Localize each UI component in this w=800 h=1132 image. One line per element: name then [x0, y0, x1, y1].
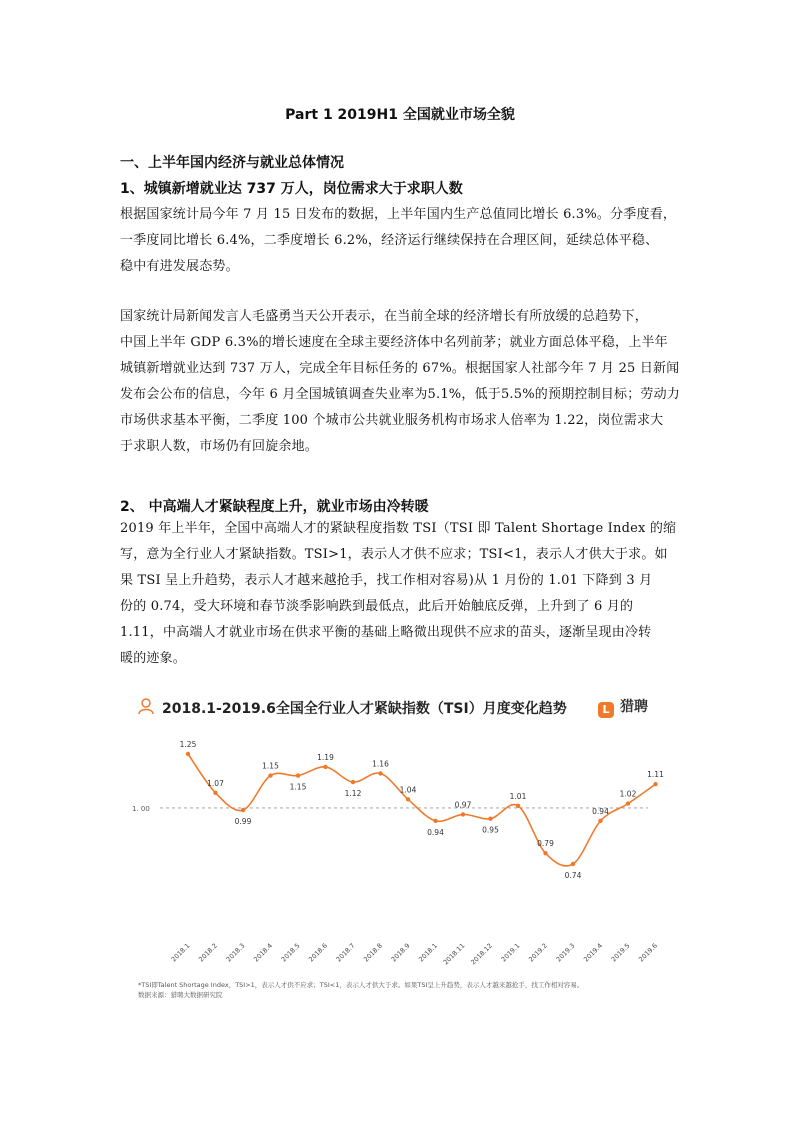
x-tick-label: 2018.7 — [334, 941, 357, 964]
data-label: 1.12 — [344, 789, 362, 799]
x-tick-label: 2018.2 — [197, 941, 219, 964]
x-tick-label: 2018.5 — [279, 941, 302, 964]
chart-footnote: *TSI即Talent Shortage Index，TSI>1，表示人才供不应求；TSI<1，表示人才供大于求。如果TSI呈上升趋势，表示人才越来越抢手，找工作相对容易。 — [138, 981, 584, 989]
data-label: 1.04 — [399, 785, 417, 795]
data-label: 0.74 — [564, 871, 582, 880]
data-point — [213, 791, 217, 795]
data-label: 0.97 — [454, 800, 472, 810]
x-tick-label: 2019.4 — [582, 941, 604, 964]
data-point — [516, 804, 520, 808]
x-tick-label: 2019.2 — [527, 941, 549, 964]
data-label: 1.25 — [179, 740, 197, 749]
paragraph-line: 暖的迹象。 — [120, 651, 187, 666]
brand-mark-icon: L — [598, 702, 614, 718]
data-label: 0.99 — [234, 817, 252, 827]
paragraph-line: 市场供求基本平衡，二季度 100 个城市公共就业服务机构市场求人倍率为 1.22，岗位需求大 — [120, 413, 664, 428]
subsection-heading-1: 1、城镇新增就业达 737 万人，岗位需求大于求职人数 — [120, 181, 463, 197]
line-chart — [124, 724, 684, 994]
paragraph-line: 份的 0.74，受大环境和春节淡季影响跌到最低点，此后开始触底反弹，上升到了 6 月的 — [120, 599, 634, 614]
data-label: 1.15 — [262, 761, 279, 771]
x-tick-label: 2019.3 — [554, 941, 577, 964]
data-point — [378, 771, 382, 775]
data-label: 1.11 — [647, 770, 664, 780]
data-point — [626, 801, 630, 805]
paragraph-line: 1.11，中高端人才就业市场在供求平衡的基础上略微出现供不应求的苗头，逐渐呈现由冷转 — [120, 625, 652, 640]
data-point — [241, 808, 245, 812]
paragraph-line: 城镇新增就业达到 737 万人，完成全年目标任务的 67%。根据国家人社部今年 7 月 25 日新闻 — [120, 361, 680, 376]
data-label: 0.94 — [427, 827, 444, 837]
data-label: 1.02 — [619, 789, 637, 799]
data-label: 1.19 — [317, 752, 334, 762]
data-point — [351, 780, 355, 784]
person-badge-icon — [136, 696, 156, 716]
data-point — [433, 819, 437, 823]
paragraph-line: 果 TSI 呈上升趋势，表示人才越来越抢手，找工作相对容易)从 1 月份的 1.01 下降到 3 月 — [120, 573, 653, 588]
data-point — [406, 797, 410, 801]
data-point — [461, 812, 465, 816]
x-tick-label: 2018.11 — [441, 941, 467, 967]
data-point — [598, 819, 602, 823]
section-heading: 一、上半年国内经济与就业总体情况 — [120, 155, 344, 171]
data-label: 1.01 — [509, 791, 527, 801]
data-point — [323, 765, 327, 769]
x-tick-label: 2018.6 — [307, 941, 329, 964]
data-label: 0.79 — [537, 839, 554, 849]
data-point — [543, 851, 547, 855]
paragraph-line: 国家统计局新闻发言人毛盛勇当天公开表示，在当前全球的经济增长有所放缓的总趋势下， — [120, 309, 649, 324]
x-tick-label: 2019.1 — [499, 941, 522, 964]
x-tick-label: 2018.4 — [252, 941, 274, 964]
data-point — [653, 782, 657, 786]
x-tick-label: 2018.1 — [169, 941, 192, 964]
x-tick-label: 2018.8 — [362, 941, 384, 964]
paragraph-line: 于求职人数，市场仍有回旋余地。 — [120, 439, 319, 454]
data-point — [488, 817, 492, 821]
data-point — [571, 862, 575, 866]
paragraph-line: 写，意为全行业人才紧缺指数。TSI>1，表示人才供不应求；TSI<1，表示人才供大于求。如 — [120, 547, 668, 562]
data-label: 1.15 — [289, 782, 307, 792]
x-tick-label: 2018.3 — [224, 941, 247, 964]
x-tick-label: 2018.9 — [389, 941, 412, 964]
data-label: 1.16 — [372, 759, 389, 769]
subsection-heading-2: 2、 中高端人才紧缺程度上升，就业市场由冷转暖 — [120, 499, 429, 515]
data-point — [186, 752, 190, 756]
x-tick-label: 2018.12 — [469, 941, 494, 967]
paragraph-2 — [120, 304, 690, 460]
page-title: Part 1 2019H1 全国就业市场全貌 — [285, 107, 515, 123]
brand-name: 猎聘 — [620, 699, 648, 715]
paragraph-line: 中国上半年 GDP 6.3%的增长速度在全球主要经济体中名列前茅；就业方面总体平稳，上半年 — [120, 335, 668, 350]
paragraph-1 — [120, 202, 690, 280]
paragraph-3 — [120, 516, 690, 672]
x-tick-label: 2018.1 — [417, 941, 439, 964]
paragraph-line: 根据国家统计局今年 7 月 15 日发布的数据，上半年国内生产总值同比增长 6.3%。分季度看， — [120, 207, 677, 222]
chart-title: 2018.1-2019.6全国全行业人才紧缺指数（TSI）月度变化趋势 — [162, 701, 567, 717]
brand-logo — [598, 696, 648, 718]
data-label: 1.07 — [207, 778, 224, 788]
data-label: 0.94 — [592, 806, 609, 816]
data-point — [296, 773, 300, 777]
paragraph-line: 稳中有进发展态势。 — [120, 259, 239, 274]
paragraph-line: 一季度同比增长 6.4%，二季度增长 6.2%，经济运行继续保持在合理区间，延续总体平稳、 — [120, 233, 659, 248]
series-line — [188, 754, 656, 866]
tsi-chart-figure — [124, 684, 684, 1014]
x-tick-label: 2019.5 — [609, 941, 632, 964]
data-point — [268, 773, 272, 777]
chart-source: 数据来源：猎聘大数据研究院 — [138, 991, 223, 999]
paragraph-line: 发布会公布的信息，今年 6 月全国城镇调查失业率为5.1%，低于5.5%的预期控制目标；劳动力 — [120, 387, 680, 402]
paragraph-line: 2019 年上半年，全国中高端人才的紧缺程度指数 TSI（TSI 即 Talent Shortage Index 的缩 — [120, 521, 677, 536]
baseline-label: 1. 00 — [132, 804, 150, 813]
x-tick-label: 2019.6 — [637, 941, 659, 964]
data-label: 0.95 — [482, 825, 499, 835]
